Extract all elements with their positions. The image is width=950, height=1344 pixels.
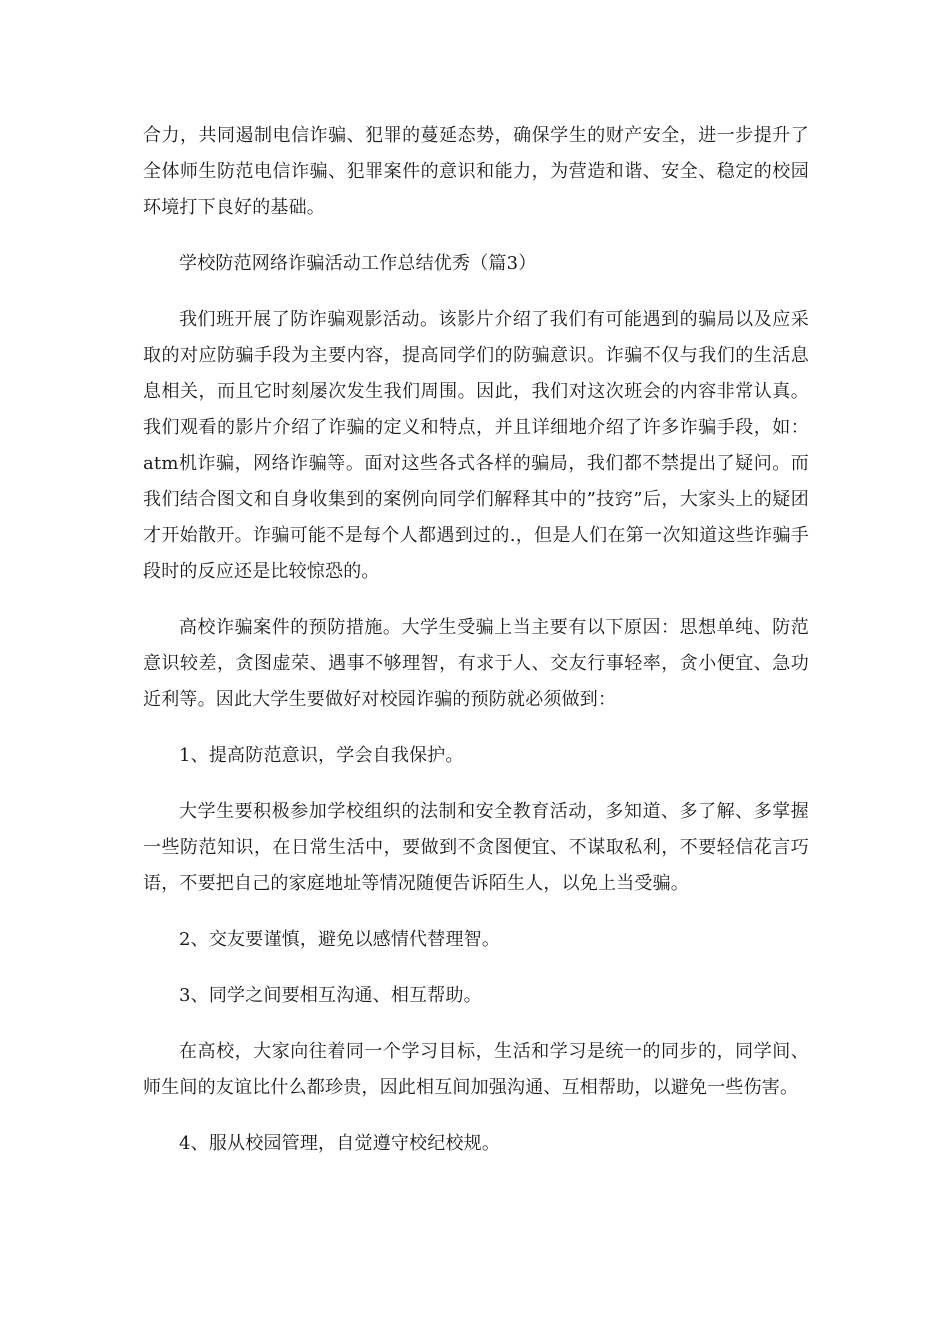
section-heading: 学校防范网络诈骗活动工作总结优秀（篇3）	[179, 253, 537, 274]
list-item-3: 3、同学之间要相互沟通、相互帮助。	[179, 985, 482, 1006]
list-item-1: 1、提高防范意识，学会自我保护。	[179, 745, 464, 766]
paragraph-communication: 在高校，大家向往着同一个学习目标，生活和学习是统一的同步的，同学间、师生间的友谊比什么都珍贵，因此相互间加强沟通、互相帮助，以避免一些伤害。	[143, 1041, 809, 1098]
document-body	[143, 118, 809, 1182]
paragraph-activity: 我们班开展了防诈骗观影活动。该影片介绍了我们有可能遇到的骗局以及应采取的对应防骗手段为主要内容，提高同学们的防骗意识。诈骗不仅与我们的生活息息相关，而且它时刻屡次发生我们周围。因此，我们对这次班会的内容非常认真。我们观看的影片介绍了诈骗的定义和特点，并且详细地介绍了许多诈骗手段，如：atm机诈骗，网络诈骗等。面对这些各式各样的骗局，我们都不禁提出了疑问。而我们结合图文和自身收集到的案例向同学们解释其中的”技窍”后，大家头上的疑团才开始散开。诈骗可能不是每个人都遇到过的.，但是人们在第一次知道这些诈骗手段时的反应还是比较惊恐的。	[143, 309, 809, 582]
list-item-4: 4、服从校园管理，自觉遵守校纪校规。	[179, 1133, 501, 1154]
list-item-2: 2、交友要谨慎，避免以感情代替理智。	[179, 929, 501, 950]
paragraph-awareness: 大学生要积极参加学校组织的法制和安全教育活动，多知道、多了解、多掌握一些防范知识，在日常生活中，要做到不贪图便宜、不谋取私利，不要轻信花言巧语，不要把自己的家庭地址等情况随便告诉陌生人，以免上当受骗。	[143, 801, 809, 894]
paragraph-prevention-intro: 高校诈骗案件的预防措施。大学生受骗上当主要有以下原因：思想单纯、防范意识较差，贪图虚荣、遇事不够理智，有求于人、交友行事轻率，贪小便宜、急功近利等。因此大学生要做好对校园诈骗的预防就必须做到：	[143, 617, 809, 710]
paragraph-continuation: 合力，共同遏制电信诈骗、犯罪的蔓延态势，确保学生的财产安全，进一步提升了全体师生防范电信诈骗、犯罪案件的意识和能力，为营造和谐、安全、稳定的校园环境打下良好的基础。	[143, 125, 809, 218]
